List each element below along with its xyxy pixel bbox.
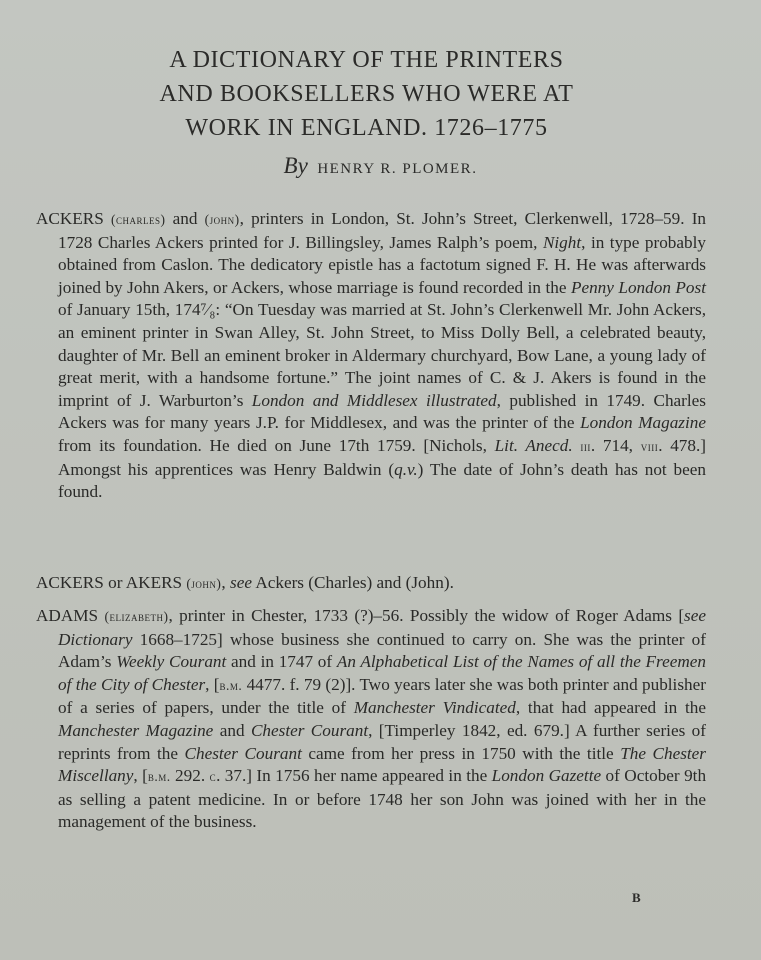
text-run: , [	[205, 674, 220, 694]
small-caps-text: (john)	[186, 576, 222, 591]
italic-text: see	[230, 573, 252, 592]
italic-text: London Magazine	[580, 413, 706, 433]
text-run: from its foundation. He died on June 17th 1759. [Nichols,	[58, 435, 495, 455]
small-caps-text: (john)	[204, 212, 240, 227]
italic-text: Chester Courant	[184, 743, 302, 763]
text-run: and	[165, 209, 205, 228]
text-run: of January 15th, 174⁷⁄₈: “On Tuesday was married at St. John’s Clerkenwell Mr. John Ackers, an eminent printer in Swan Alley, St. John Street, to Miss Dolly Bell, a celebrated beauty, daughter of Mr. Bell an eminent broker in Aldermary churchyard, Bow Lane, a young lady of great merit, with a handsome fortune.” The joint names of C. & J. Akers is found in the imprint of J. Warburton’s	[58, 300, 706, 410]
italic-text: see Dictionary	[58, 606, 706, 649]
text-run: and in 1747 of	[226, 652, 337, 672]
text-run: came from her press in 1750 with the title	[301, 743, 621, 763]
signature-mark: B	[632, 890, 641, 905]
italic-text: Manchester Magazine	[58, 720, 214, 740]
small-caps-text: iii	[580, 438, 591, 454]
text-run: and	[213, 720, 251, 740]
text-run: , that had appeared in the	[515, 698, 707, 718]
small-caps-text: viii	[640, 438, 659, 454]
entry-text	[36, 208, 706, 504]
text-run: , printer in Chester, 1733 (?)–56. Possibly the widow of Roger Adams [	[168, 606, 685, 625]
italic-text: Weekly Courant	[116, 652, 227, 672]
text-run: , in type probably obtained from Caslon. The dedicatory epistle has a factotum signed F. H. He was afterwards joined by John Akers, or Ackers, whose marriage is found recorded in the	[58, 232, 706, 297]
dictionary-entry-adams	[36, 605, 706, 834]
text-run: 292.	[170, 766, 210, 786]
byline-author: HENRY R. PLOMER.	[317, 161, 478, 177]
italic-text: Lit. Anecd.	[494, 435, 573, 455]
text-run: ADAMS	[36, 606, 105, 625]
text-run: , [	[133, 766, 148, 786]
text-run: 1668–1725] whose business she continued to carry on. She was the printer of Adam’s	[58, 629, 706, 672]
italic-text: London Gazette	[491, 766, 602, 786]
small-caps-text: (elizabeth)	[104, 609, 169, 624]
entry-text	[36, 572, 706, 596]
small-caps-text: b.m.	[147, 769, 171, 785]
text-run: ACKERS or AKERS	[36, 573, 187, 592]
byline-by: By	[283, 153, 308, 178]
text-run: , [Timperley 1842, ed. 679.] A further series of reprints from the	[58, 720, 706, 763]
text-run: 4477. f. 79 (2)]. Two years later she was both printer and publisher of a series of papers, under the title of	[58, 674, 706, 718]
text-run: Ackers (Charles) and (John).	[251, 573, 454, 592]
italic-text: Manchester Vindicated	[353, 698, 516, 718]
dictionary-entry-ackers	[36, 208, 706, 504]
dictionary-entry-ackers-or-akers	[36, 572, 706, 596]
small-caps-text: (charles)	[110, 212, 166, 227]
text-run: . 478.] Amongst his apprentices was Henry Baldwin (	[58, 435, 707, 479]
italic-text: London and Middlesex illustrated	[251, 390, 497, 410]
title-line-1: A DICTIONARY OF THE PRINTERS	[169, 47, 564, 73]
byline	[0, 153, 761, 179]
text-run: ,	[221, 573, 231, 592]
text-run: . 37.] In 1756 her name appeared in the	[216, 766, 492, 786]
small-caps-text: b.m.	[219, 677, 243, 693]
italic-text: An Alphabetical List of the Names of all the Freemen of the City of Chester	[58, 652, 706, 694]
title-line-3: WORK IN ENGLAND. 1726–1775	[185, 115, 548, 141]
entry-text	[36, 605, 706, 834]
text-run: ACKERS	[36, 209, 111, 228]
italic-text: q.v.	[394, 459, 418, 479]
text-run: of October 9th as selling a patent medicine. In or before 1748 her son John was joined with her in the management of the business.	[58, 766, 707, 832]
italic-text: The Chester Miscellany	[58, 743, 706, 786]
text-run: ) The date of John’s death has not been found.	[58, 459, 706, 502]
text-run: , printers in London, St. John’s Street, Clerkenwell, 1728–59. In 1728 Charles Ackers printed for J. Billingsley, James Ralph’s poem,	[58, 209, 707, 252]
small-caps-text: c	[209, 769, 217, 785]
text-run: , published in 1749. Charles Ackers was for many years J.P. for Middlesex, and was the printer of the	[58, 390, 706, 433]
italic-text: Night	[542, 232, 582, 252]
italic-text: Chester Courant	[250, 720, 369, 740]
text-run: . 714,	[590, 435, 641, 455]
italic-text: Penny London Post	[570, 277, 706, 297]
title-line-2: AND BOOKSELLERS WHO WERE AT	[159, 81, 574, 107]
